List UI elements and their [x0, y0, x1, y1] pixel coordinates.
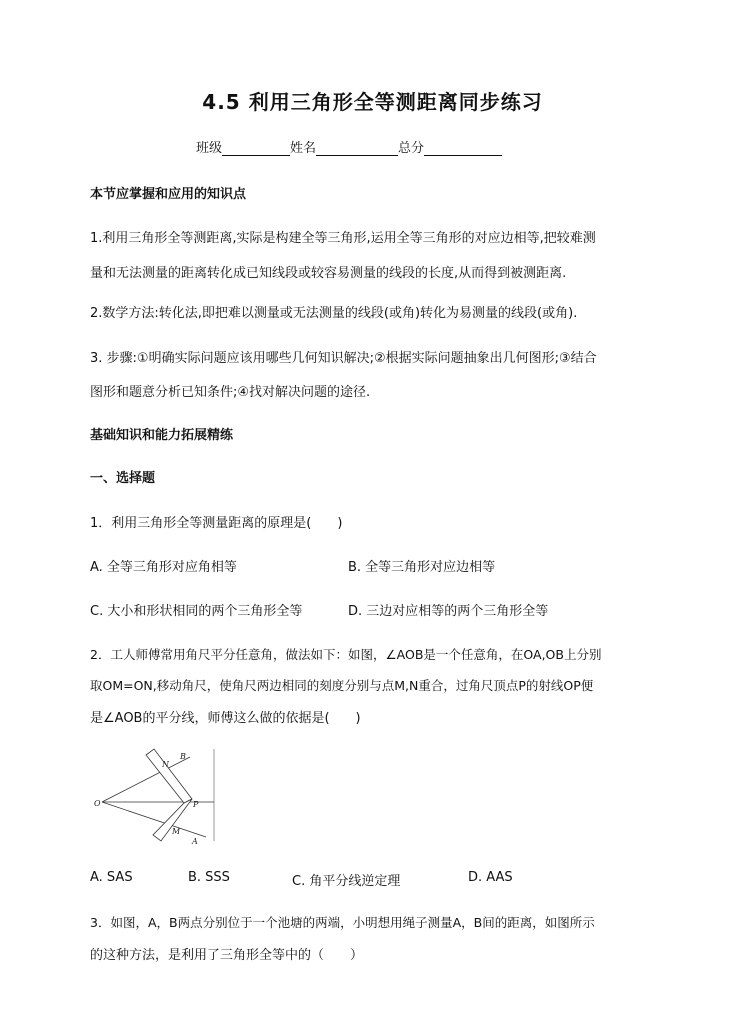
label-a: A: [192, 837, 198, 845]
name-blank[interactable]: [316, 141, 398, 156]
point1-line2: 量和无法测量的距离转化成已知线段或较容易测量的线段的长度,从而得到被测距离.: [90, 266, 567, 281]
section-knowledge-heading: 本节应掌握和应用的知识点: [90, 187, 247, 202]
info-line: [196, 137, 502, 156]
page-title: 4.5 利用三角形全等测距离同步练习: [202, 90, 543, 114]
q2-line1: 2．工人师傅常用角尺平分任意角，做法如下：如图，∠AOB是一个任意角，在OA,OB上分别: [90, 647, 602, 662]
label-o: O: [94, 799, 101, 808]
section-practice-heading: 基础知识和能力拓展精练: [90, 428, 234, 443]
q1-option-a[interactable]: A. 全等三角形对应角相等: [90, 560, 237, 575]
score-blank[interactable]: [424, 141, 502, 156]
q2-option-b[interactable]: B. SSS: [188, 870, 230, 885]
q3-line2: 的这种方法，是利用了三角形全等中的（ ）: [90, 948, 364, 963]
q1-option-c[interactable]: C. 大小和形状相同的两个三角形全等: [90, 604, 303, 619]
score-label: 总分: [398, 141, 425, 156]
q1-option-d[interactable]: D. 三边对应相等的两个三角形全等: [348, 604, 549, 619]
q2-option-d[interactable]: D. AAS: [468, 870, 513, 885]
point1-line1: 1.利用三角形全等测距离,实际是构建全等三角形,运用全等三角形的对应边相等,把较难测: [90, 231, 596, 246]
label-b: B: [180, 752, 186, 761]
name-label: 姓名: [290, 141, 317, 156]
ray-oa: [102, 802, 206, 837]
q1-option-b[interactable]: B. 全等三角形对应边相等: [348, 560, 496, 575]
point2: 2.数学方法:转化法,即把难以测量或无法测量的线段(或角)转化为易测量的线段(或角).: [90, 306, 578, 321]
q2-figure: [88, 745, 220, 845]
point3-line2: 图形和题意分析已知条件;④找对解决问题的途径.: [90, 385, 371, 400]
q2-option-a[interactable]: A. SAS: [90, 870, 133, 885]
point3-line1: 3. 步骤:①明确实际问题应该用哪些几何知识解决;②根据实际问题抽象出几何图形;③结合: [90, 351, 597, 366]
label-p: P: [193, 800, 199, 809]
label-n: N: [162, 760, 169, 769]
section-choice-heading: 一、选择题: [90, 471, 156, 486]
q3-line1: 3．如图，A，B两点分别位于一个池塘的两端，小明想用绳子测量A，B间的距离，如图所示: [90, 915, 595, 930]
q2-option-c[interactable]: C. 角平分线逆定理: [292, 874, 401, 889]
q2-line3: 是∠AOB的平分线，师傅这么做的依据是( ): [90, 711, 361, 726]
class-label: 班级: [196, 141, 223, 156]
q2-line2: 取OM=ON,移动角尺，使角尺两边相同的刻度分别与点M,N重合，过角尺顶点P的射线OP便: [90, 678, 594, 693]
q1-stem: 1．利用三角形全等测量距离的原理是( ): [90, 516, 343, 531]
label-m: M: [172, 827, 181, 836]
class-blank[interactable]: [222, 141, 290, 156]
